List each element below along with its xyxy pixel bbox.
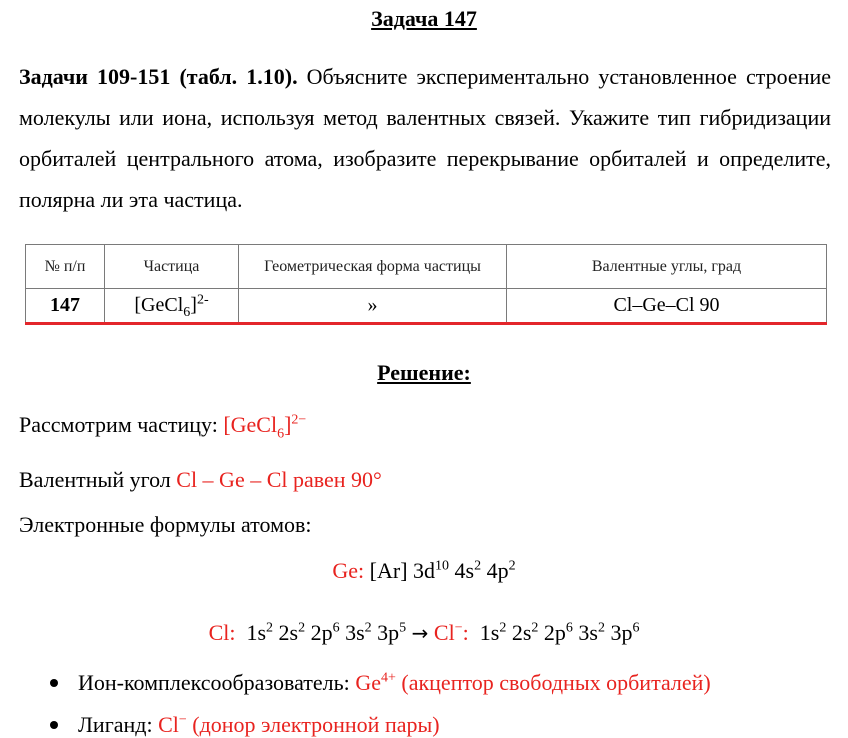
- cl-ion-charge: −: [454, 620, 463, 636]
- header-shape: Геометрическая форма частицы: [239, 245, 507, 289]
- bullet-red-symbol: Ge: [355, 670, 381, 695]
- consider-formula: [223, 412, 307, 442]
- cl-label: Cl:: [208, 620, 236, 645]
- consider-prefix: Рассмотрим частицу:: [19, 412, 224, 437]
- cl-ion-part: 3p: [604, 620, 633, 645]
- header-particle: Частица: [105, 245, 239, 289]
- task-text: Объясните экспериментально установленное строение молекулы или иона, используя метод валентных связей. Укажите тип гибридизации орбиталей центрального атома, изобразите перекрывание орбиталей и определите, полярна ли эта частица.: [19, 64, 832, 212]
- cl-config-line: [0, 620, 848, 646]
- consider-charge: 2−: [291, 412, 307, 428]
- task-ref: Задачи 109-151 (табл. 1.10).: [19, 64, 298, 89]
- cl-exp: 6: [332, 620, 340, 636]
- cl-exp: 2: [364, 620, 372, 636]
- ge-exp: 2: [508, 558, 516, 574]
- bullet-red-rest: (донор электронной пары): [186, 712, 440, 737]
- cl-exp: 5: [399, 620, 407, 636]
- consider-formula-main: [GeCl: [223, 412, 278, 437]
- cl-part: 2s: [273, 620, 299, 645]
- consider-sub: 6: [277, 426, 285, 442]
- bullet-red-charge: −: [178, 712, 187, 728]
- particle-charge: 2-: [196, 292, 209, 308]
- bullet-red: [355, 670, 710, 695]
- cell-angles: Cl–Ge–Cl 90: [507, 289, 827, 324]
- consider-close: ]: [284, 412, 292, 437]
- cl-part: 2p: [305, 620, 333, 645]
- cl-ion-part: 1s: [479, 620, 500, 645]
- cl-ion-exp: 6: [632, 620, 640, 636]
- ge-exp: 2: [474, 558, 482, 574]
- angle-value: Cl – Ge – Cl равен 90°: [176, 467, 382, 492]
- table-header-row: [26, 245, 827, 289]
- bullet-red: [158, 712, 440, 737]
- table-row: [26, 289, 827, 324]
- cl-part: 1s: [246, 620, 267, 645]
- angle-prefix: Валентный угол: [19, 467, 177, 492]
- cl-part: 3p: [371, 620, 400, 645]
- ge-exp: 10: [435, 558, 450, 574]
- ge-part: [Ar] 3d: [369, 558, 436, 583]
- cl-ion-exp: 2: [499, 620, 507, 636]
- cell-particle: [105, 289, 239, 324]
- ge-config: [370, 558, 516, 583]
- task-table: [25, 244, 827, 325]
- bullet-red-symbol: Cl: [158, 712, 179, 737]
- ge-part: 4p: [481, 558, 509, 583]
- cl-ion-exp: 2: [597, 620, 605, 636]
- header-num: № п/п: [26, 245, 105, 289]
- formulas-heading: Электронные формулы атомов:: [19, 512, 312, 537]
- cl-ion-symbol: Cl: [433, 620, 455, 645]
- arrow-icon: →: [411, 621, 429, 645]
- cl-ion-config: [480, 620, 640, 645]
- cl-ion-label: [434, 620, 469, 645]
- particle-bracket: ]: [190, 294, 197, 316]
- particle-formula: [GeCl: [134, 294, 184, 316]
- cl-ion-part: 2p: [538, 620, 566, 645]
- task-statement: [19, 56, 831, 220]
- header-angles: Валентные углы, град: [507, 245, 827, 289]
- cl-ion-exp: 6: [565, 620, 573, 636]
- cl-exp: 2: [298, 620, 306, 636]
- cl-ion-part: 3s: [572, 620, 598, 645]
- ge-label: Ge:: [332, 558, 365, 583]
- bullet-red-rest: (акцептор свободных орбиталей): [395, 670, 711, 695]
- particle-subscript: 6: [183, 305, 191, 320]
- solution-title: Решение:: [377, 360, 471, 385]
- cl-ion-colon: :: [462, 620, 469, 645]
- bullet-prefix: Лиганд:: [78, 712, 159, 737]
- cl-exp: 2: [266, 620, 274, 636]
- cell-shape: »: [239, 289, 507, 324]
- consider-line: [19, 412, 307, 442]
- cl-ion-part: 2s: [506, 620, 532, 645]
- bullet-icon: [50, 721, 58, 729]
- list-item: [50, 712, 440, 738]
- bullet-icon: [50, 679, 58, 687]
- cell-num: 147: [26, 289, 105, 324]
- page-title: Задача 147: [371, 6, 477, 31]
- list-item: [50, 670, 711, 696]
- angle-line: [19, 467, 382, 493]
- cl-config: [246, 620, 406, 645]
- cl-part: 3s: [339, 620, 365, 645]
- cl-ion-exp: 2: [531, 620, 539, 636]
- bullet-prefix: Ион-комплексообразователь:: [78, 670, 356, 695]
- ge-config-line: [0, 558, 848, 584]
- ge-part: 4s: [449, 558, 475, 583]
- bullet-red-charge: 4+: [380, 670, 396, 686]
